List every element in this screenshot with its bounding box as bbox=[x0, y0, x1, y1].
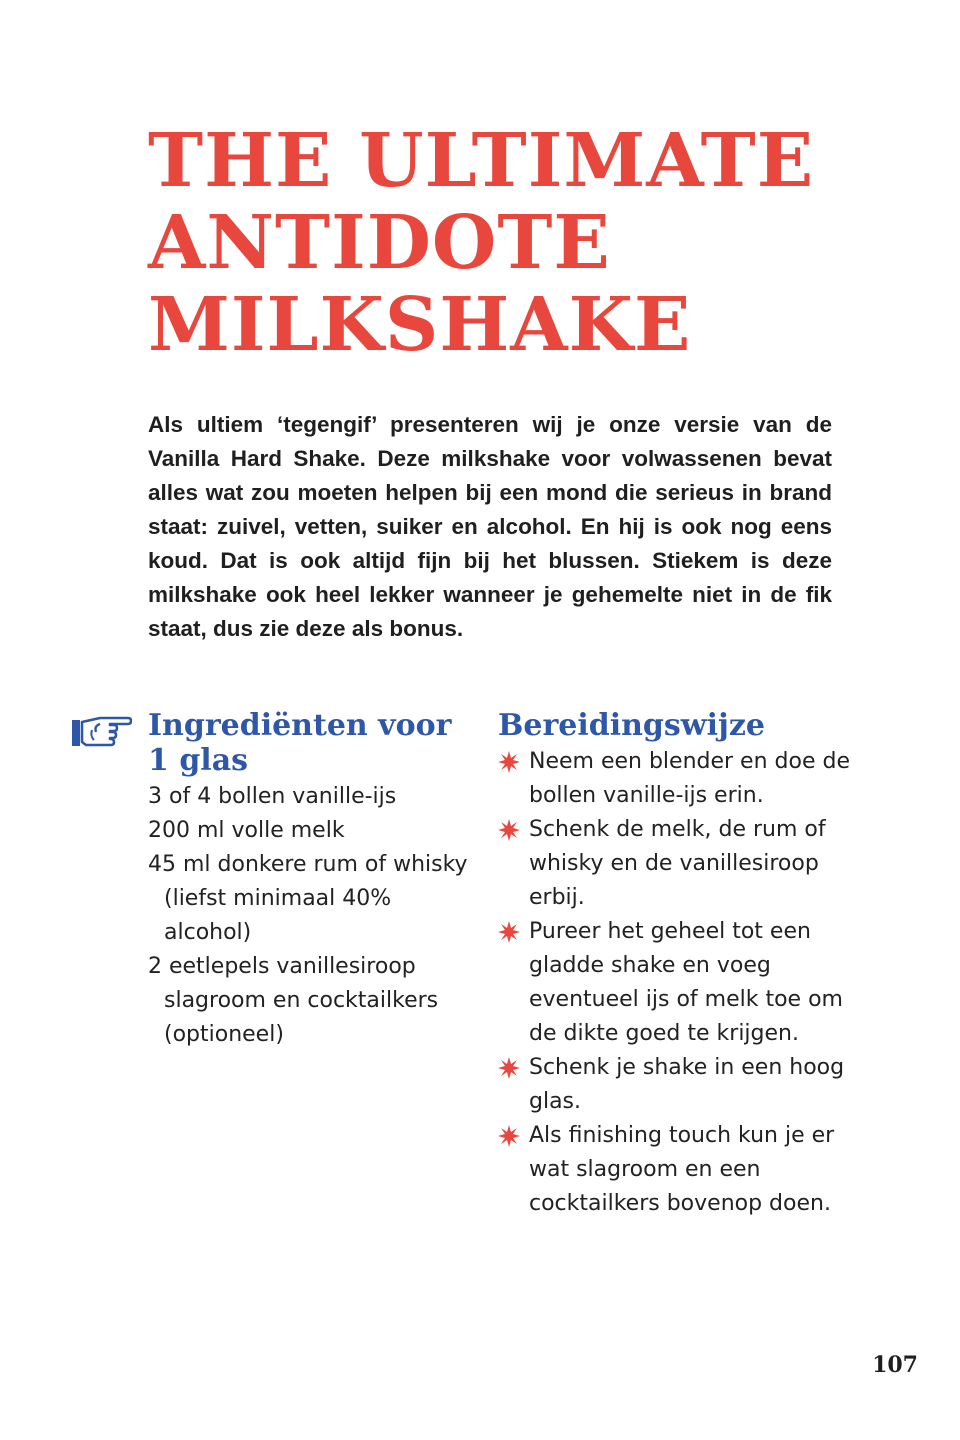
method-heading: Bereidingswijze bbox=[498, 708, 765, 743]
method-step bbox=[498, 1119, 858, 1221]
method-step-text: Schenk je shake in een hoog glas. bbox=[529, 1055, 845, 1114]
title-line-3: MILKSHAKE bbox=[148, 282, 692, 368]
method-steps bbox=[498, 745, 858, 1221]
method-step-text: Neem een blender en doe de bollen vanille-ijs erin. bbox=[529, 749, 850, 808]
page-number: 107 bbox=[872, 1352, 918, 1378]
recipe-title bbox=[148, 120, 928, 366]
method-step-text: Als finishing touch kun je er wat slagroom en een cocktailkers bovenop doen. bbox=[529, 1123, 835, 1216]
pointing-hand-icon bbox=[70, 712, 132, 750]
method-step-text: Pureer het geheel tot een gladde shake en voeg eventueel ijs of melk toe om de dikte goed te krijgen. bbox=[529, 919, 843, 1046]
ingredient-item: 45 ml donkere rum of whisky (liefst minimaal 40% alcohol) bbox=[148, 852, 468, 945]
starburst-icon bbox=[498, 751, 520, 773]
title-line-2: ANTIDOTE bbox=[148, 200, 611, 286]
recipe-intro: Als ultiem ‘tegengif’ presenteren wij je onze versie van de Vanilla Hard Shake. Deze milkshake voor volwassenen bevat alles wat zou moeten helpen bij een mond die serieus in brand staat: zuivel, vetten, suiker en alcohol. En hij is ook nog eens koud. Dat is ook altijd fijn bij het blussen. Stiekem is deze milkshake ook heel lekker wanneer je gehemelte niet in de fik staat, dus zie deze als bonus. bbox=[148, 412, 832, 641]
starburst-icon bbox=[498, 921, 520, 943]
method-section bbox=[498, 708, 858, 1221]
ingredient-item: 200 ml volle melk bbox=[148, 818, 345, 843]
method-step bbox=[498, 915, 858, 1051]
method-step bbox=[498, 1051, 858, 1119]
method-step bbox=[498, 813, 858, 915]
method-step-text: Schenk de melk, de rum of whisky en de vanillesiroop erbij. bbox=[529, 817, 826, 910]
ingredients-section bbox=[148, 708, 478, 1052]
ingredients-heading: Ingrediënten voor 1 glas bbox=[148, 708, 452, 778]
ingredient-item: 2 eetlepels vanillesiroop slagroom en cocktailkers (optioneel) bbox=[148, 954, 439, 1047]
starburst-icon bbox=[498, 1125, 520, 1147]
starburst-icon bbox=[498, 819, 520, 841]
method-step bbox=[498, 745, 858, 813]
ingredients-list bbox=[148, 780, 478, 1052]
ingredient-item: 3 of 4 bollen vanille-ijs bbox=[148, 784, 397, 809]
starburst-icon bbox=[498, 1057, 520, 1079]
title-line-1: THE ULTIMATE bbox=[148, 118, 815, 204]
